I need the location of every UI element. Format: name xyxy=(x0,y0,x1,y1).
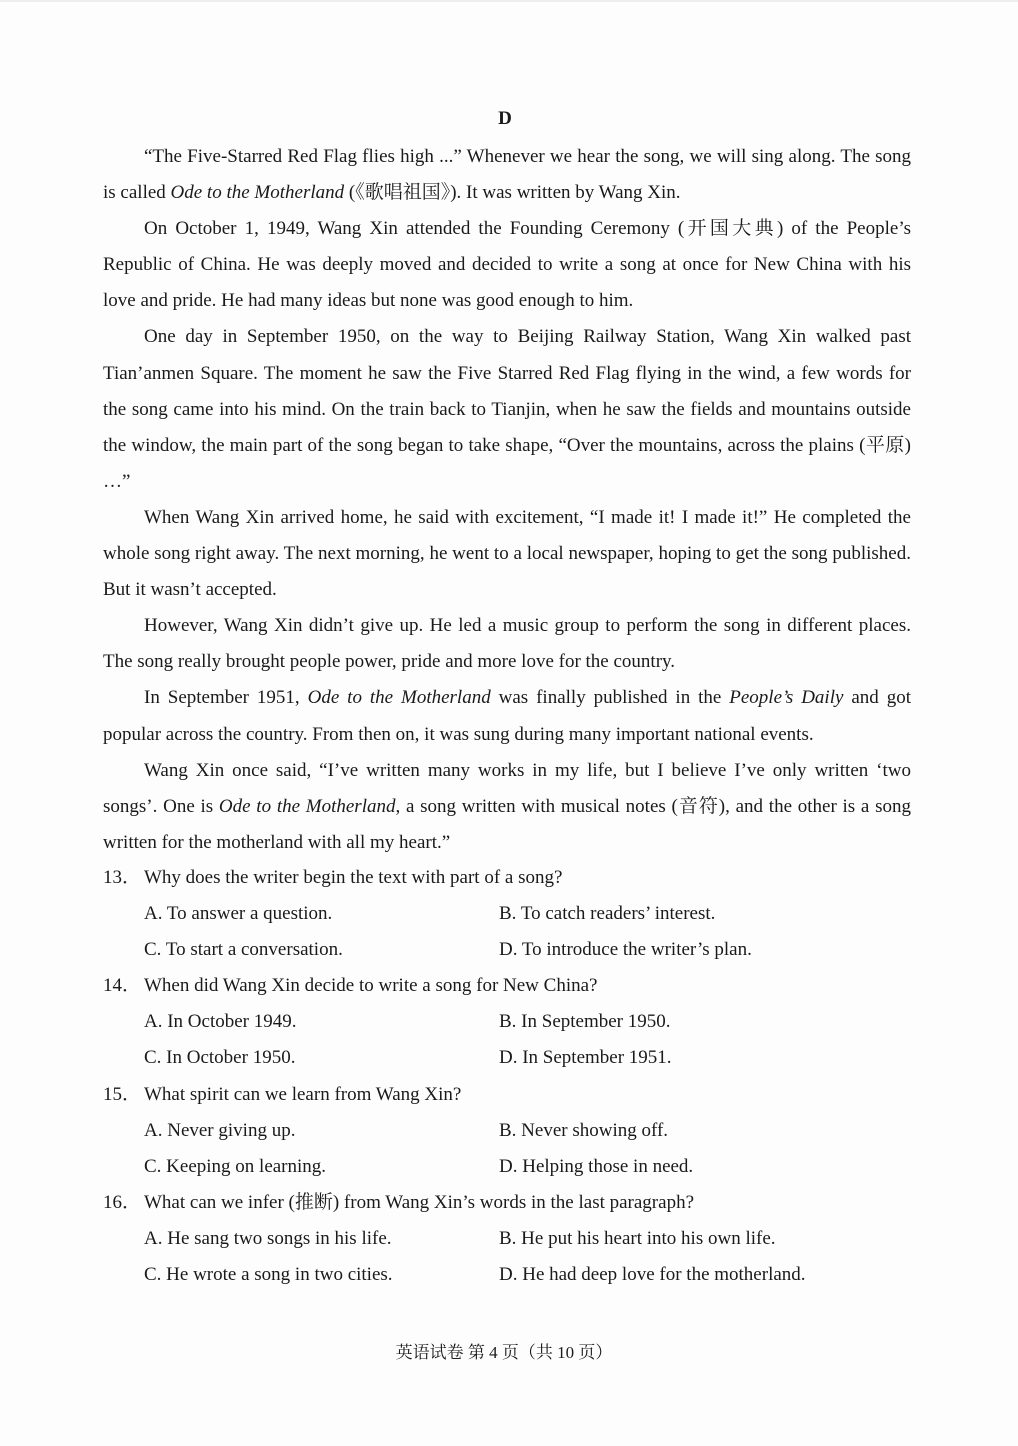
question-item xyxy=(103,1077,911,1185)
passage-paragraph: On October 1, 1949, Wang Xin attended the Founding Ceremony (开国大典) of the People’s Republic of China. He was deeply moved and decided to write a song at once for New China with his love and pride. He had many ideas but none was good enough to him. xyxy=(103,218,911,312)
question-stem xyxy=(103,968,911,1004)
option-b: B. In September 1950. xyxy=(499,1011,671,1033)
option-a: A. In October 1949. xyxy=(144,1011,297,1033)
passage-paragraph: In September 1951, Ode to the Motherland was finally published in the People’s Daily and got popular across the country. From then on, it was sung during many important national events. xyxy=(103,687,911,745)
question-text: What spirit can we learn from Wang Xin? xyxy=(144,1083,462,1105)
reading-passage xyxy=(103,139,911,861)
option-d: D. Helping those in need. xyxy=(499,1155,694,1177)
question-number: 15． xyxy=(103,1083,142,1105)
option-d: D. To introduce the writer’s plan. xyxy=(499,939,752,961)
option-b: B. He put his heart into his own life. xyxy=(499,1227,776,1249)
option-c: C. In October 1950. xyxy=(144,1047,296,1069)
newspaper-title: People’s Daily xyxy=(729,687,844,709)
option-a: A. He sang two songs in his life. xyxy=(144,1227,392,1249)
song-title: Ode to the Motherland xyxy=(218,795,396,817)
option-c: C. Keeping on learning. xyxy=(144,1155,327,1177)
passage-paragraph: However, Wang Xin didn’t give up. He led a music group to perform the song in different places. The song really brought people power, pride and more love for the country. xyxy=(103,615,911,673)
question-text: When did Wang Xin decide to write a song for New China? xyxy=(144,975,598,997)
option-d: D. He had deep love for the motherland. xyxy=(499,1264,806,1286)
passage-paragraph: When Wang Xin arrived home, he said with excitement, “I made it! I made it!” He completed the whole song right away. The next morning, he went to a local newspaper, hoping to get the song published. But it wasn’t accepted. xyxy=(103,506,911,601)
question-number: 13． xyxy=(103,867,142,888)
song-title: Ode to the Motherland xyxy=(307,687,491,709)
question-item xyxy=(103,860,911,968)
passage-paragraph: One day in September 1950, on the way to Beijing Railway Station, Wang Xin walked past Tian’anmen Square. The moment he saw the Five Starred Red Flag flying in the wind, a few words for the song came into his mind. On the train back to Tianjin, when he saw the fields and mountains outside the window, the main part of the song began to take shape, “Over the mountains, across the plains (平原) …” xyxy=(103,326,911,492)
question-stem xyxy=(103,860,911,896)
question-text: Why does the writer begin the text with part of a song? xyxy=(144,867,563,888)
option-d: D. In September 1951. xyxy=(499,1047,672,1069)
question-text: What can we infer (推断) from Wang Xin’s words in the last paragraph? xyxy=(144,1191,694,1213)
passage-paragraph: “The Five-Starred Red Flag flies high ...” Whenever we hear the song, we will sing along. The song is called Ode to the Motherland (《歌唱祖国》). It was written by Wang Xin. xyxy=(103,146,911,204)
question-stem xyxy=(103,1077,911,1113)
section-title: D xyxy=(498,108,512,129)
song-title: Ode to the Motherland xyxy=(170,182,345,204)
passage-paragraph: Wang Xin once said, “I’ve written many works in my life, but I believe I’ve only written ‘two songs’. One is Ode to the Motherland, a song written with musical notes (音符), and the other is a song written for the motherland with all my heart.” xyxy=(103,759,911,853)
option-b: B. Never showing off. xyxy=(499,1119,669,1141)
question-item xyxy=(103,1185,911,1293)
option-a: A. To answer a question. xyxy=(144,903,333,925)
option-a: A. Never giving up. xyxy=(144,1119,296,1141)
question-item xyxy=(103,968,911,1076)
question-number: 14． xyxy=(103,975,142,997)
page-footer: 英语试卷 第 4 页（共 10 页） xyxy=(395,1343,613,1362)
question-number: 16． xyxy=(103,1191,142,1213)
option-b: B. To catch readers’ interest. xyxy=(499,903,716,925)
question-stem xyxy=(103,1185,911,1221)
option-c: C. To start a conversation. xyxy=(144,939,343,961)
option-c: C. He wrote a song in two cities. xyxy=(144,1264,393,1286)
question-list xyxy=(103,860,911,1293)
